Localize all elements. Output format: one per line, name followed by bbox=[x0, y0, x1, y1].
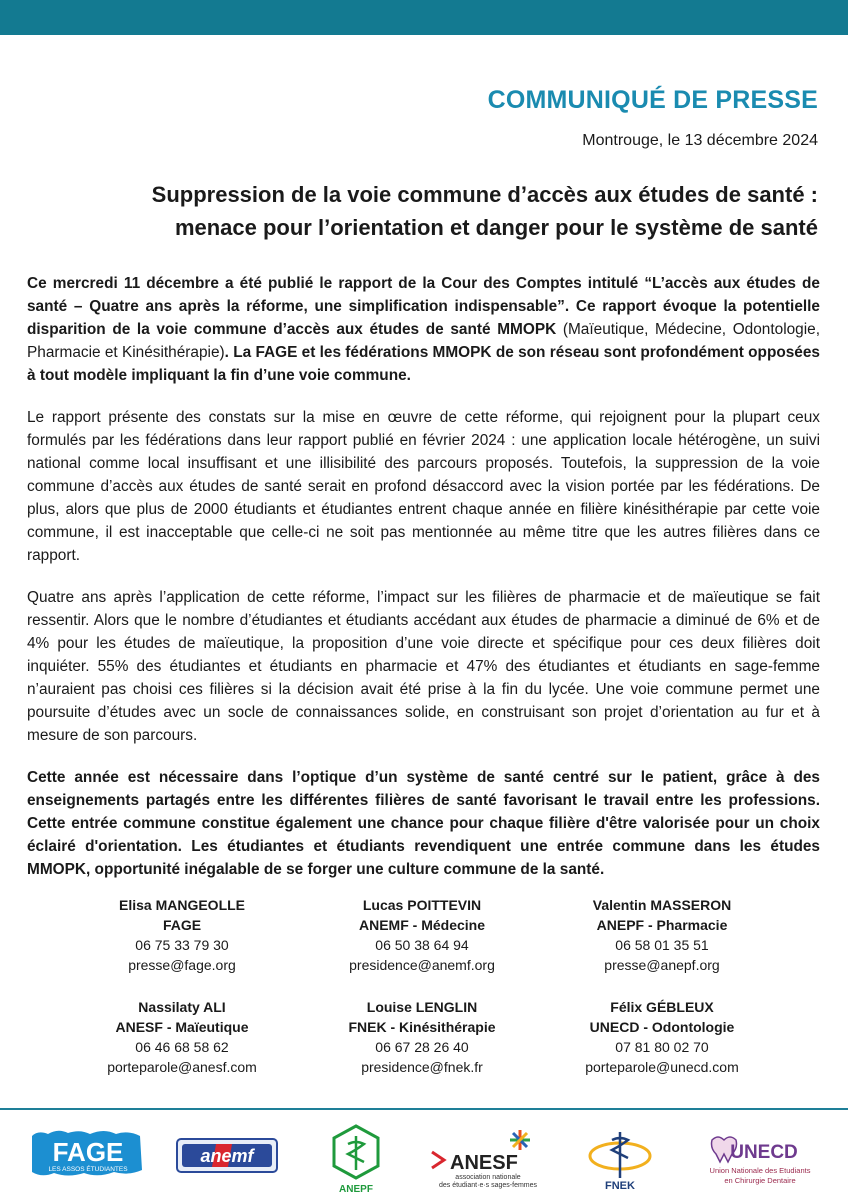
anesf-logo-text: ANESF bbox=[450, 1152, 518, 1174]
anemf-logo bbox=[176, 1136, 280, 1176]
headline-line-2: menace pour l’orientation et danger pour le système de santé bbox=[174, 215, 818, 240]
signatory-org: ANEMF - Médecine bbox=[358, 917, 485, 933]
signatory-unecd bbox=[542, 997, 782, 1077]
press-release-body bbox=[27, 272, 820, 900]
fage-logo-text: FAGE bbox=[52, 1137, 124, 1167]
unecd-logo-subtext-2: en Chirurgie Dentaire bbox=[724, 1176, 796, 1185]
signatory-name: Nassilaty ALI bbox=[138, 999, 226, 1015]
anesf-logo-subtext-2: des étudiant·e·s sages-femmes bbox=[438, 1182, 538, 1189]
signatory-org: UNECD - Odontologie bbox=[589, 1019, 735, 1035]
paragraph-1 bbox=[27, 272, 820, 387]
signatory-email: porteparole@anesf.com bbox=[107, 1059, 257, 1075]
anesf-chevron-icon bbox=[432, 1152, 444, 1168]
signatory-org: ANESF - Maïeutique bbox=[115, 1019, 249, 1035]
signatory-anemf bbox=[302, 895, 542, 975]
unecd-logo bbox=[700, 1132, 820, 1188]
signatory-phone: 06 58 01 35 51 bbox=[615, 937, 709, 953]
paragraph-1-bold-a: Ce mercredi 11 décembre a été publié le rapport de la Cour des Comptes intitulé “L’accès aux études de santé – Quatre ans après la réforme, une simplification indispensable”. Ce rapport évoque la potentielle disparition de la voie commune d’accès aux études de santé MMOPK bbox=[27, 275, 820, 338]
signatory-phone: 06 50 38 64 94 bbox=[375, 937, 469, 953]
fage-logo-subtext: LES ASSOS ÉTUDIANTES bbox=[48, 1166, 128, 1173]
signatory-org: FNEK - Kinésithérapie bbox=[348, 1019, 496, 1035]
anepf-logo bbox=[326, 1122, 386, 1196]
headline bbox=[28, 178, 818, 244]
signatory-email: presse@fage.org bbox=[128, 957, 236, 973]
fnek-logo-text: FNEK bbox=[605, 1180, 635, 1192]
anesf-star-icon bbox=[510, 1130, 530, 1150]
signatory-phone: 06 67 28 26 40 bbox=[375, 1039, 469, 1055]
anepf-caduceus-icon bbox=[348, 1136, 364, 1170]
signatory-name: Louise LENGLIN bbox=[366, 999, 478, 1015]
signatory-org: ANEPF - Pharmacie bbox=[596, 917, 728, 933]
fnek-logo bbox=[582, 1130, 658, 1192]
headline-line-1: Suppression de la voie commune d’accès aux études de santé : bbox=[151, 182, 818, 207]
fage-logo bbox=[28, 1128, 148, 1184]
anesf-logo-subtext-1: association nationale bbox=[455, 1174, 521, 1181]
signatory-phone: 06 46 68 58 62 bbox=[135, 1039, 229, 1055]
top-banner bbox=[0, 0, 848, 35]
partner-logos bbox=[0, 1120, 848, 1200]
signatory-org: FAGE bbox=[162, 917, 202, 933]
anemf-logo-text: anemf bbox=[200, 1146, 254, 1166]
signatory-anesf bbox=[62, 997, 302, 1077]
signatories-grid bbox=[62, 895, 782, 1077]
unecd-logo-subtext-1: Union Nationale des Etudiants bbox=[709, 1166, 811, 1175]
signatory-fnek bbox=[302, 997, 542, 1077]
signatory-anepf bbox=[542, 895, 782, 975]
signatory-name: Valentin MASSERON bbox=[592, 897, 732, 913]
anepf-logo-text: ANEPF bbox=[339, 1184, 373, 1195]
paragraph-1-normal: (Maïeutique, Médecine, Odontologie, Pharmacie et Kinésithérapie) bbox=[27, 321, 820, 361]
signatory-email: porteparole@unecd.com bbox=[585, 1059, 739, 1075]
footer-divider bbox=[0, 1108, 848, 1110]
unecd-logo-text: UNECD bbox=[730, 1142, 798, 1163]
anesf-logo bbox=[428, 1126, 540, 1190]
paragraph-3: Quatre ans après l’application de cette réforme, l’impact sur les filières de pharmacie et de maïeutique se fait ressentir. Alors que le nombre d’étudiantes et étudiants accédant aux études de pharmacie a diminué de 6% et de 4% pour les études de maïeutique, la proposition d’une voie directe et spécifique pour ces deux filières doit inquiéter. 55% des étudiantes et étudiants en pharmacie et 47% des étudiantes et étudiants en sage-femme n’auraient pas choisi ces filières si la décision avait été prise à la fin du lycée. Une voie commune permet une poursuite d’études avec un socle de connaissances solide, en construisant son projet d’orientation au fur et à mesure de son parcours. bbox=[27, 589, 820, 744]
signatory-email: presse@anepf.org bbox=[604, 957, 720, 973]
signatory-name: Elisa MANGEOLLE bbox=[118, 897, 246, 913]
signatory-email: presidence@anemf.org bbox=[349, 957, 495, 973]
paragraph-1-bold-b: . La FAGE et les fédérations MMOPK de son réseau sont profondément opposées à tout modèle impliquant la fin d’une voie commune. bbox=[27, 344, 820, 384]
signatory-phone: 07 81 80 02 70 bbox=[615, 1039, 709, 1055]
paragraph-2: Le rapport présente des constats sur la mise en œuvre de cette réforme, qui rejoignent pour la plupart ceux formulés par les fédérations dans leur rapport publié en février 2024 : une application locale hétérogène, un suivi national comme local insuffisant et une illisibilité des parcours proposés. Toutefois, la suppression de la voie commune d’accès aux études de santé serait en profond désaccord avec la vision portée par les fédérations. De plus, alors que plus de 2000 étudiants et étudiantes entrent chaque année en filière kinésithérapie par cette voie commune, il est inacceptable que celle-ci ne soit pas mentionnée au même titre que les autres filières dans ce rapport. bbox=[27, 409, 820, 564]
signatory-fage bbox=[62, 895, 302, 975]
dateline: Montrouge, le 13 décembre 2024 bbox=[582, 132, 818, 149]
signatory-name: Lucas POITTEVIN bbox=[362, 897, 482, 913]
signatory-phone: 06 75 33 79 30 bbox=[135, 937, 229, 953]
paragraph-4: Cette année est nécessaire dans l’optique d’un système de santé centré sur le patient, grâce à des enseignements partagés entre les différentes filières de santé favorisant le travail entre les professions. Cette entrée commune constitue également une chance pour chaque filière d'être valorisée pour un choix éclairé d'orientation. Les étudiantes et étudiants revendiquent une entrée commune dans les études MMOPK, opportunité inégalable de se forger une culture commune de la santé. bbox=[27, 769, 820, 878]
signatory-email: presidence@fnek.fr bbox=[361, 1059, 483, 1075]
document-title: COMMUNIQUÉ DE PRESSE bbox=[487, 86, 818, 114]
signatory-name: Félix GÉBLEUX bbox=[610, 999, 714, 1015]
fnek-caduceus-icon bbox=[612, 1132, 628, 1178]
